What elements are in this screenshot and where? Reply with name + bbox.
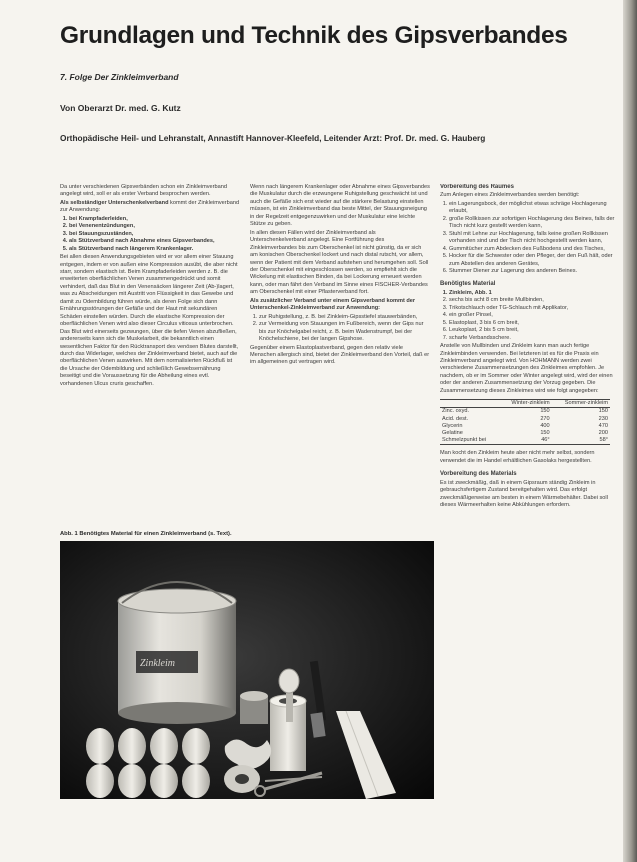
list-item: 1. bei Krampfaderleiden,	[69, 216, 240, 223]
paragraph: Als zusätzlicher Verband unter einem Gipsverband kommt der Unterschenkel-Zinkleimverband zur Anwendung:	[250, 297, 416, 312]
paragraph: Es ist zweckmäßig, daß in einem Gipsraum ständig Zinkleim in gebrauchsfertigem Zustand bereitgehalten wird. Das erfolgt zweckmäßigerweise am besten in einem Wärmebehälter. Dabei soll dieses Wärmeerhalten keine Abkühlungen erfordern.	[440, 479, 608, 509]
table-cell: Glycerin	[442, 422, 463, 429]
list-item: 6. Stummer Diener zur Lagerung des anderen Beines.	[449, 268, 620, 275]
table-header	[440, 400, 499, 408]
table-cell: 200	[598, 430, 608, 437]
list-item: 5. als Stützverband nach längerem Krankenlager.	[69, 246, 240, 253]
jar-label: Zinkleim	[140, 658, 175, 669]
paragraph: Zum Anlegen eines Zinkleimverbandes werden benötigt:	[440, 192, 580, 199]
table-header: Winter-zinkleim	[499, 400, 551, 408]
table-cell: Gelatine	[442, 430, 463, 437]
paragraph: Man kocht den Zinkleim heute aber nicht mehr selbst, sondern verwendet die im Handel erhältlichen Gasolaks hergestellten.	[440, 450, 595, 464]
tin-can	[240, 691, 268, 724]
figure-caption: Abb. 1 Benötigtes Material für einen Zinkleimverband (s. Text).	[60, 531, 232, 537]
paragraph: Wenn nach längerem Krankenlager oder Abnahme eines Gipsverbandes die Muskulatur durch die erzwungene Ruhigstellung geschwächt ist und auch die Gefäße sich erst wieder auf die stärkere Belastung einstellen müssen, ist ein Zinkleimverband das beste Mittel, der Stauungsneigung in der Regelzeit entgegenzuwirken und der Muskulatur eine leichte Stütze zu geben.	[250, 184, 430, 228]
list-item: 2. sechs bis acht 8 cm breite Mullbinden,	[449, 297, 620, 304]
list-item: 2. große Rollkissen zur sofortigen Hochlagerung des Beines, falls der Tisch nicht kurz gestellt werden kann,	[449, 216, 620, 231]
section-heading: Vorbereitung des Raumes	[440, 184, 514, 190]
table-cell: 150	[540, 408, 550, 415]
zinc-paste-pot	[118, 582, 236, 724]
materials-photo	[60, 541, 434, 799]
paragraph-text: kommt der Zinkleimverband zur Anwendung:	[60, 199, 240, 214]
list-item: 6. Leukoplast, 2 bis 5 cm breit,	[449, 327, 620, 334]
list-item: 4. Gummitücher zum Abdecken des Fußbodens und des Tisches,	[449, 246, 620, 253]
text-column-1	[60, 184, 240, 522]
room-list	[440, 201, 620, 276]
paragraph: Bei allen diesen Anwendungsgebieten wird er vor allem einer Stauung entgegen, indem er von außen eine Kompression ausübt, die aber nicht starr, sondern elastisch ist. Beim Krampfaderleiden werden z. B. die erweiterten oberflächlichen Venen zusammengedrückt und somit verhindert, daß das Blut in den Venensäcken längerer Zeit (Ab-)lagert, was zu Abscheidungen mit Austritt von Flüssigkeit in das Gewebe und damit zu Odembildung führen würde, als deren Folge sich dann Ernährungsstörungen der Gefäße und der Haut mit sekundären Schäden einstellen würden. Durch die elastische Kompression der oberflächlichen Venen wird also dieser Circulus vitiosus unterbrochen. Das Blut wird einerseits gezwungen, über die tiefen Venen abzufließen, andererseits kann sich die Muskelarbeit, die bekanntlich einen wesentlichen Faktor für den Rücktransport des venösen Blutes darstellt, durch das Widerlager, welches der Zinkleimverband bietet, auch auf die oberflächlichen Venen auswirken. Mit dem normalisierten Rückfluß ist die Ursache der Odembildung und schließlich Gewebsernährung beseitigt und die Voraussetzung für die Abheilung eines evtl. vorhandenen Ulcus cruris geschaffen.	[60, 254, 239, 387]
bold-phrase: Als selbständiger Unterschenkelverband	[60, 199, 169, 206]
table-cell: 230	[598, 415, 608, 422]
table-row	[440, 437, 610, 445]
list-item: 3. bei Stauungszuständen,	[69, 231, 240, 238]
paragraph	[60, 200, 240, 215]
paragraph: Gegenüber einem Elastoplastverband, gegen den relativ viele Menschen allergisch sind, bietet der Zinkleimverband den Vorteil, daß er im allgemeinen gut vertragen wird.	[250, 344, 430, 366]
indication-list	[60, 216, 240, 253]
list-item: 7. scharfe Verbandsschere.	[449, 335, 620, 342]
photo-illustration	[60, 541, 434, 799]
list-item: 4. ein großer Pinsel,	[449, 312, 620, 319]
table-cell: 400	[540, 422, 550, 429]
table-row	[440, 408, 610, 416]
table-cell: 46°	[541, 437, 550, 444]
paragraph: In allen diesen Fällen wird der Zinkleimverband als Unterschenkelverband angelegt. Eine Fortführung des Zinkleimverbandes bis zum Oberschenkel ist nicht günstig, da er sich am konischen Oberschenkel lockert und nach distal rutscht, vor allem, wenn der Patient mit dem Verband aufstehen und herumgehen soll. Soll der Oberschenkel mit eingeschlossen werden, so empfiehlt sich die Wickelung mit elastischen Binden, da bei Lockerung erneuert werden kann, oder man fährt den Verband im Sinne eines FISCHER-Verbandes am Oberschenkel mit einer Pflasterverband fort.	[250, 229, 429, 296]
table-cell: Acid. dest.	[442, 415, 469, 422]
list-item: 5. Elastoplast, 3 bis 6 cm breit,	[449, 320, 620, 327]
page-spine-shadow	[623, 0, 637, 862]
list-item: 1. Zinkleim, Abb. 1	[449, 290, 620, 297]
article-subtitle: 7. Folge Der Zinkleimverband	[60, 72, 179, 82]
table-cell: 58°	[599, 437, 608, 444]
table-cell: Schmelzpunkt bei	[442, 437, 487, 444]
section-heading: Benötigtes Material	[440, 281, 496, 288]
zinc-paste-table	[440, 399, 610, 445]
table-cell: 150	[598, 408, 608, 415]
list-item: 2. bei Venenentzündungen,	[69, 223, 240, 230]
author-line: Von Oberarzt Dr. med. G. Kutz	[60, 103, 181, 113]
table-cell: Zinc. oxyd.	[442, 408, 470, 415]
table-header-row	[440, 400, 610, 408]
table-row	[440, 416, 610, 423]
material-list	[440, 290, 620, 342]
list-item: 3. Stuhl mit Lehne zur Hochlagerung, falls keine großen Rollkissen vorhanden sind und der Tisch nicht hochgestellt werden kann,	[449, 231, 620, 246]
table-cell: 270	[540, 415, 550, 422]
list-item: 1. zur Ruhigstellung, z. B. bei Zinkleim-Gipsstiefel stauwerbänden,	[259, 314, 430, 321]
table-header: Sommer-zinkleim	[552, 400, 610, 408]
text-column-2	[250, 184, 430, 522]
list-item: 4. als Stützverband nach Abnahme eines Gipsverbandes,	[69, 238, 240, 245]
paragraph: Da unter verschiedenen Gipsverbänden schon ein Zinkleimverband angelegt wird, soll er als erster Verband besprochen werden.	[60, 184, 227, 198]
section-heading: Vorbereitung des Materials	[440, 471, 517, 478]
article-title: Grundlagen und Technik des Gipsverbandes	[60, 22, 568, 49]
paragraph: Anstelle von Mullbinden und Zinkleim kann man auch fertige Zinkleimbinden verwenden. Bei letzteren ist es für die Praxis ein Zinkleimverband angelegt wird. Von HOHMANN werden zwei verschiedene Zusammensetzungen des Zinkleimes empfohlen. Je nachdem, ob er im Sommer oder Winter angelegt wird, wird der einen oder der anderen Zusammensetzung der Vorzug gegeben. Die Zusammensetzung dieses Zinkleimes wird wie folgt angegeben:	[440, 343, 613, 394]
text-column-3	[440, 184, 620, 834]
list-item: 3. Trikotschlauch oder TG-Schlauch mit Applikator,	[449, 305, 620, 312]
list-item: 2. zur Vermeidung von Stauungen im Fußbereich, wenn der Gips nur bis zur Knöchelgabel reicht, z. B. beim Wadenstrumpf, bei der Knöchelschiene, bei der langen Gipshose.	[259, 321, 430, 343]
table-cell: 470	[598, 422, 608, 429]
institution-line: Orthopädische Heil- und Lehranstalt, Annastift Hannover-Kleefeld, Leitender Arzt: Prof. Dr. med. G. Hauberg	[60, 133, 486, 143]
use-list	[250, 314, 430, 344]
table-row	[440, 423, 610, 430]
list-item: 1. ein Lagerungsbock, der möglichst etwas schräge Hochlagerung erlaubt,	[449, 201, 620, 216]
table-row	[440, 430, 610, 437]
list-item: 5. Hocker für die Schwester oder den Pfleger, der den Fuß hält, oder zum Abstellen des anderen Gerätes,	[449, 253, 620, 268]
table-cell: 150	[540, 430, 550, 437]
